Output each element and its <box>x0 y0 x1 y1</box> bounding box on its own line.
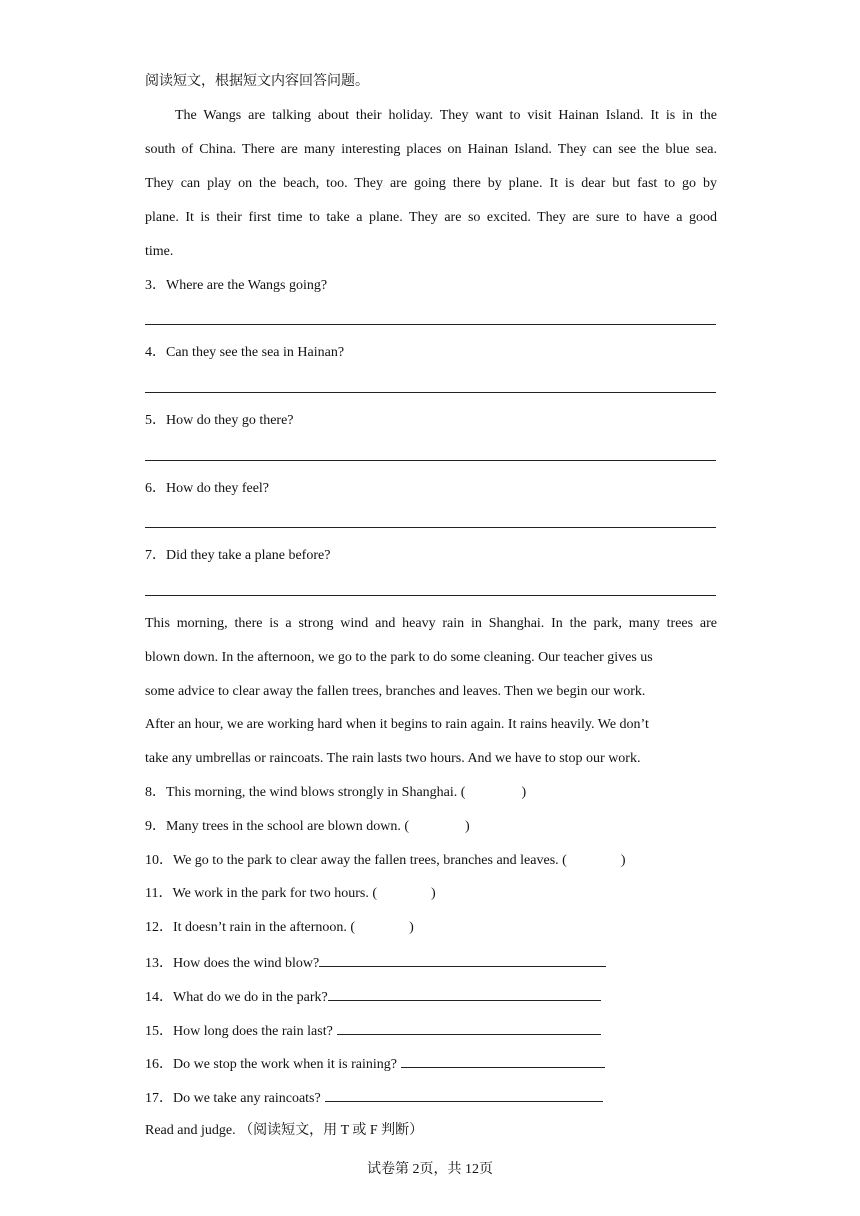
fill-blank[interactable] <box>325 1087 603 1102</box>
judge-text: 10．We go to the park to clear away the fallen trees, branches and leaves. ( <box>145 853 567 868</box>
fill-blank[interactable] <box>401 1053 605 1068</box>
passage1-line: They can play on the beach, too. They are going there by plane. It is dear but fast to go by <box>145 176 717 191</box>
instruction-judge: Read and judge. （阅读短文，用 T 或 F 判断） <box>145 1123 424 1138</box>
answer-line-3[interactable] <box>145 324 716 325</box>
judge-item-8 <box>145 783 717 803</box>
judge-text: 11．We work in the park for two hours. ( <box>145 886 378 901</box>
fill-item-17 <box>145 1087 717 1109</box>
fill-blank[interactable] <box>319 952 606 967</box>
instruction-reading: 阅读短文，根据短文内容回答问题。 <box>145 74 369 89</box>
fill-item-16 <box>145 1053 717 1075</box>
page-footer: 试卷第 2页，共 12页 <box>367 1162 493 1177</box>
passage1-line: The Wangs are talking about their holiday. They want to visit Hainan Island. It is in the <box>175 108 717 123</box>
passage2-line: blown down. In the afternoon, we go to the park to do some cleaning. Our teacher gives us <box>145 650 653 665</box>
question-6: 6．How do they feel? <box>145 481 270 496</box>
fill-item-13 <box>145 952 717 974</box>
passage1-line: time. <box>145 244 174 259</box>
question-7: 7．Did they take a plane before? <box>145 548 331 563</box>
answer-line-7[interactable] <box>145 595 716 596</box>
fill-blank[interactable] <box>337 1020 601 1035</box>
judge-item-9 <box>145 817 717 837</box>
judge-text: 8．This morning, the wind blows strongly in Shanghai. ( <box>145 785 466 800</box>
answer-line-4[interactable] <box>145 392 716 393</box>
paren-close: ) <box>620 853 626 868</box>
answer-line-5[interactable] <box>145 460 716 461</box>
fill-question: 16．Do we stop the work when it is raining? <box>145 1057 397 1072</box>
fill-question: 15．How long does the rain last? <box>145 1024 333 1039</box>
passage1-line: plane. It is their first time to take a plane. They are so excited. They are sure to have a good <box>145 210 717 225</box>
answer-line-6[interactable] <box>145 527 716 528</box>
fill-question: 13．How does the wind blow? <box>145 956 320 971</box>
fill-blank[interactable] <box>328 986 601 1001</box>
passage2-line: After an hour, we are working hard when it begins to rain again. It rains heavily. We don’t <box>145 717 649 732</box>
paren-close: ) <box>465 819 470 834</box>
question-3: 3．Where are the Wangs going? <box>145 278 328 293</box>
fill-item-15 <box>145 1020 717 1042</box>
passage2-line: This morning, there is a strong wind and heavy rain in Shanghai. In the park, many trees are <box>145 616 717 631</box>
passage1-line: south of China. There are many interesting places on Hainan Island. They can see the blue sea. <box>145 142 717 157</box>
fill-item-14 <box>145 986 717 1008</box>
fill-question: 14．What do we do in the park? <box>145 990 328 1005</box>
question-5: 5．How do they go there? <box>145 413 294 428</box>
passage2-line: some advice to clear away the fallen trees, branches and leaves. Then we begin our work. <box>145 684 646 699</box>
judge-item-12 <box>145 918 717 938</box>
paren-close: ) <box>409 920 414 935</box>
judge-text: 9．Many trees in the school are blown down. ( <box>145 819 409 834</box>
fill-question: 17．Do we take any raincoats? <box>145 1091 321 1106</box>
judge-item-10 <box>145 851 717 871</box>
paren-close: ) <box>431 886 436 901</box>
question-4: 4．Can they see the sea in Hainan? <box>145 345 345 360</box>
passage2-line: take any umbrellas or raincoats. The rain lasts two hours. And we have to stop our work. <box>145 751 641 766</box>
paren-close: ) <box>521 785 527 800</box>
judge-item-11 <box>145 884 717 904</box>
judge-text: 12．It doesn’t rain in the afternoon. ( <box>145 920 356 935</box>
